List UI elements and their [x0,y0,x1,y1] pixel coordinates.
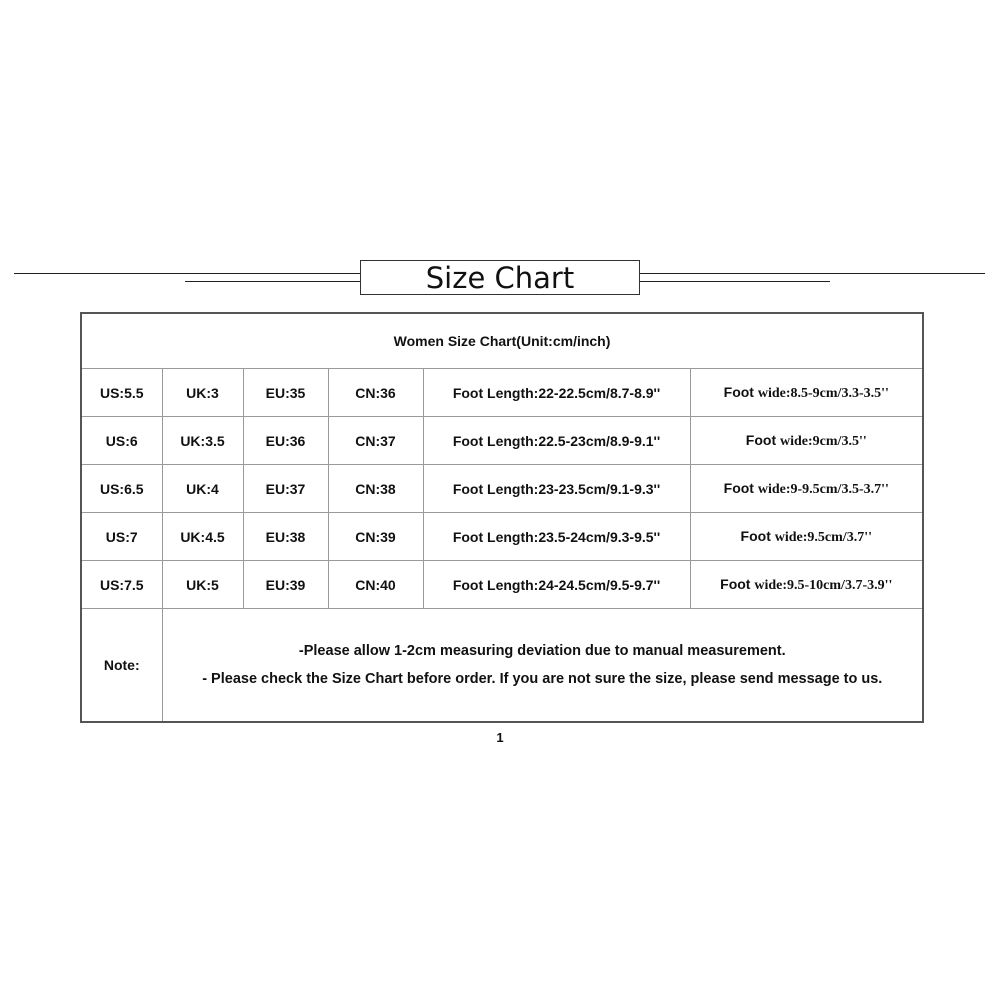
cn-size-cell: CN:38 [328,465,423,513]
foot-length-cell: Foot Length:22-22.5cm/8.7-8.9'' [423,369,690,417]
uk-size-cell: UK:4.5 [162,513,243,561]
uk-size-cell: UK:5 [162,561,243,609]
foot-wide-value: wide:9cm/3.5'' [780,433,867,449]
table-caption-row [81,313,923,369]
us-size-cell: US:7.5 [81,561,162,609]
foot-wide-cell [690,369,923,417]
foot-wide-value: wide:8.5-9cm/3.3-3.5'' [757,385,889,401]
foot-wide-label: Foot [723,479,758,496]
us-size-cell: US:6 [81,417,162,465]
title-rule-right-long [640,273,985,274]
note-content [162,609,923,723]
title-rule-right-short [640,281,830,282]
page-title: Size Chart [360,260,640,295]
eu-size-cell: EU:38 [243,513,328,561]
cn-size-cell: CN:39 [328,513,423,561]
foot-wide-value: wide:9.5cm/3.7'' [774,529,872,545]
foot-wide-cell [690,513,923,561]
eu-size-cell: EU:35 [243,369,328,417]
title-rule-left-short [185,281,360,282]
table-row [81,369,923,417]
note-row [81,609,923,723]
table-row [81,417,923,465]
foot-wide-cell [690,561,923,609]
us-size-cell: US:7 [81,513,162,561]
table-caption: Women Size Chart(Unit:cm/inch) [81,313,923,369]
us-size-cell: US:5.5 [81,369,162,417]
note-line-1: -Please allow 1-2cm measuring deviation due to manual measurement. [298,643,786,659]
cn-size-cell: CN:36 [328,369,423,417]
us-size-cell: US:6.5 [81,465,162,513]
eu-size-cell: EU:36 [243,417,328,465]
foot-wide-value: wide:9.5-10cm/3.7-3.9'' [754,577,893,593]
foot-wide-label: Foot [720,575,755,592]
foot-wide-label: Foot [740,527,775,544]
uk-size-cell: UK:3 [162,369,243,417]
uk-size-cell: UK:3.5 [162,417,243,465]
foot-wide-value: wide:9-9.5cm/3.5-3.7'' [757,481,889,497]
table-row [81,561,923,609]
foot-wide-cell [690,417,923,465]
eu-size-cell: EU:37 [243,465,328,513]
page-number: 1 [496,730,504,745]
table-row [81,513,923,561]
size-chart-table [80,312,924,723]
foot-length-cell: Foot Length:22.5-23cm/8.9-9.1'' [423,417,690,465]
cn-size-cell: CN:37 [328,417,423,465]
title-rule-left-long [14,273,360,274]
foot-length-cell: Foot Length:23-23.5cm/9.1-9.3'' [423,465,690,513]
eu-size-cell: EU:39 [243,561,328,609]
table-row [81,465,923,513]
foot-length-cell: Foot Length:24-24.5cm/9.5-9.7'' [423,561,690,609]
uk-size-cell: UK:4 [162,465,243,513]
note-line-2: - Please check the Size Chart before order. If you are not sure the size, please send message to us. [202,671,883,687]
note-label: Note: [81,609,162,723]
foot-wide-label: Foot [723,383,758,400]
cn-size-cell: CN:40 [328,561,423,609]
foot-length-cell: Foot Length:23.5-24cm/9.3-9.5'' [423,513,690,561]
foot-wide-cell [690,465,923,513]
foot-wide-label: Foot [745,431,781,448]
